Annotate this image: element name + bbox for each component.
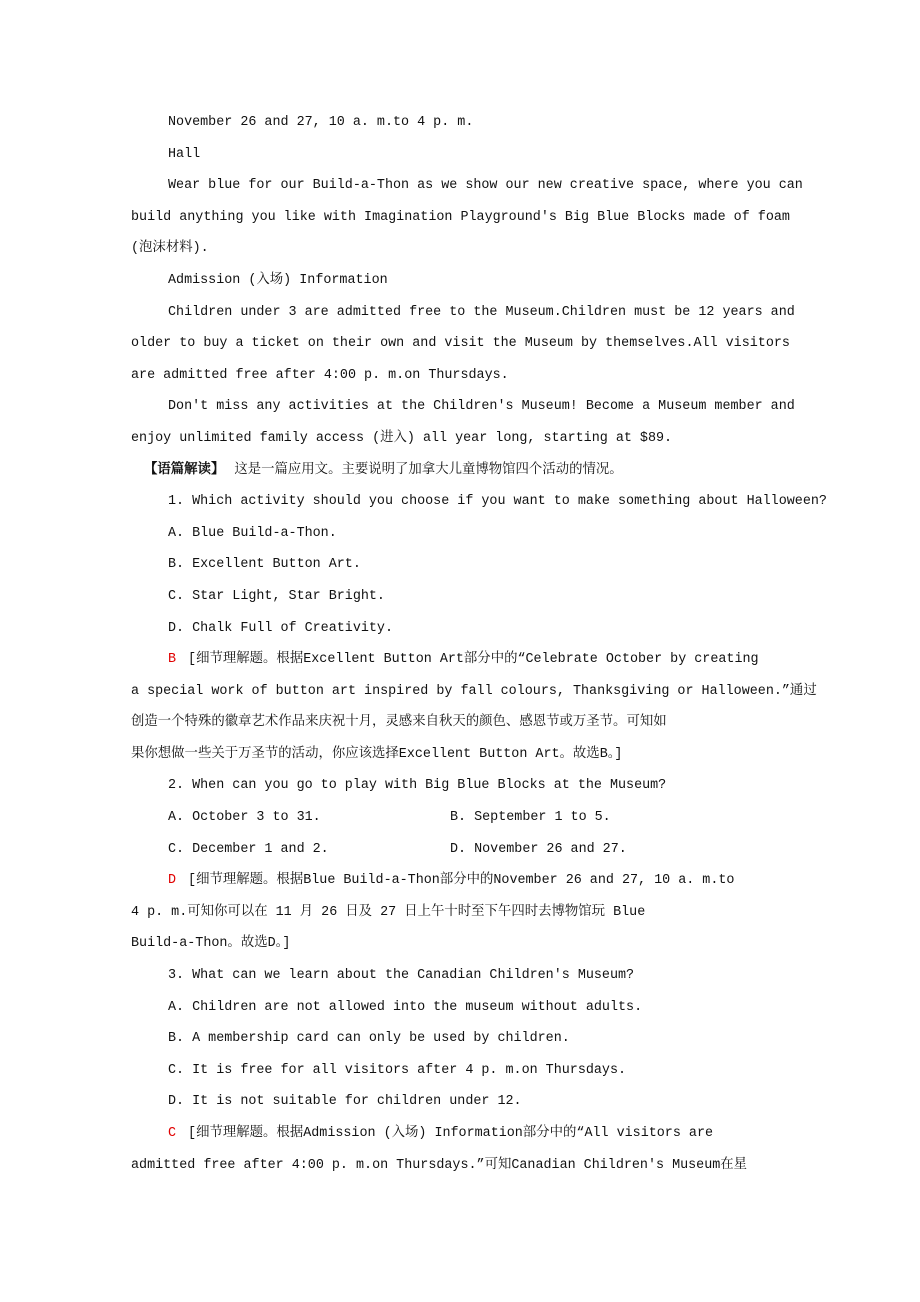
- line-text: Build-a-Thon。故选D。]: [131, 936, 291, 952]
- text-line: [0, 1055, 920, 1087]
- line-text: Admission (入场) Information: [168, 272, 388, 288]
- text-line: [0, 960, 920, 992]
- text-line: [0, 360, 920, 392]
- text-line: [0, 107, 920, 139]
- answer-letter: C: [168, 1126, 177, 1141]
- text-line: [0, 549, 920, 581]
- line-text: C. December 1 and 2.: [168, 841, 329, 857]
- line-text: B. A membership card can only be used by children.: [168, 1031, 570, 1047]
- answer-explanation-line: [0, 1118, 920, 1150]
- line-text: A. Blue Build-a-Thon.: [168, 525, 337, 541]
- line-text: A. Children are not allowed into the museum without adults.: [168, 999, 643, 1015]
- text-line: [0, 897, 920, 929]
- option-second-column: B. September 1 to 5.: [450, 810, 611, 826]
- text-line: [0, 834, 920, 866]
- text-line: [0, 1023, 920, 1055]
- text-line: [0, 676, 920, 708]
- text-line: [0, 928, 920, 960]
- text-line: [0, 170, 920, 202]
- section-tag: 【语篇解读】: [144, 462, 225, 478]
- line-text: Don't miss any activities at the Children's Museum! Become a Museum member and: [168, 399, 795, 415]
- text-line: [0, 992, 920, 1024]
- answer-explanation-line: [0, 644, 920, 676]
- text-line: [0, 1150, 920, 1182]
- line-text: B. Excellent Button Art.: [168, 557, 361, 573]
- line-text: enjoy unlimited family access (进入) all year long, starting at $89.: [131, 430, 673, 446]
- line-text: D. It is not suitable for children under 12.: [168, 1094, 522, 1110]
- line-text: C. It is free for all visitors after 4 p. m.on Thursdays.: [168, 1062, 627, 1078]
- document-body: [0, 107, 920, 1181]
- line-text: are admitted free after 4:00 p. m.on Thursdays.: [131, 367, 509, 383]
- answer-explanation-line: [0, 865, 920, 897]
- option-second-column: D. November 26 and 27.: [450, 841, 627, 857]
- text-line: [0, 423, 920, 455]
- text-line: [0, 455, 920, 487]
- line-text: 创造一个特殊的徽章艺术作品来庆祝十月，灵感来自秋天的颜色、感恩节或万圣节。可知如: [131, 715, 667, 731]
- text-line: [0, 391, 920, 423]
- text-line: [0, 1086, 920, 1118]
- text-line: [0, 613, 920, 645]
- line-text: [细节理解题。根据Excellent Button Art部分中的“Celebrate October by creating: [188, 652, 759, 668]
- text-line: [0, 139, 920, 171]
- line-text: 1. Which activity should you choose if you want to make something about Halloween?: [168, 494, 827, 510]
- line-text: [细节理解题。根据Blue Build-a-Thon部分中的November 26 and 27, 10 a. m.to: [188, 873, 735, 889]
- text-line: [0, 202, 920, 234]
- text-line: [0, 739, 920, 771]
- line-text: 2. When can you go to play with Big Blue Blocks at the Museum?: [168, 778, 667, 794]
- line-text: [细节理解题。根据Admission (入场) Information部分中的“All visitors are: [188, 1126, 714, 1141]
- line-text: (泡沫材料).: [131, 241, 209, 257]
- line-text: November 26 and 27, 10 a. m.to 4 p. m.: [168, 115, 474, 130]
- line-text: 3. What can we learn about the Canadian Children's Museum?: [168, 968, 635, 984]
- line-text: Hall: [168, 146, 201, 162]
- text-line: [0, 233, 920, 265]
- line-text: a special work of button art inspired by fall colours, Thanksgiving or Halloween.”通过: [131, 683, 817, 699]
- answer-letter: D: [168, 873, 177, 889]
- text-line: [0, 328, 920, 360]
- line-text: Children under 3 are admitted free to the Museum.Children must be 12 years and: [168, 304, 795, 320]
- text-line: [0, 707, 920, 739]
- text-line: [0, 802, 920, 834]
- line-text: 4 p. m.可知你可以在 11 月 26 日及 27 日上午十时至下午四时去博物馆玩 Blue: [131, 904, 646, 920]
- line-text: A. October 3 to 31.: [168, 810, 321, 826]
- text-line: [0, 297, 920, 329]
- text-line: [0, 486, 920, 518]
- line-text: build anything you like with Imagination Playground's Big Blue Blocks made of foam: [131, 209, 790, 225]
- line-text: Wear blue for our Build-a-Thon as we show our new creative space, where you can: [168, 178, 803, 194]
- line-text: C. Star Light, Star Bright.: [168, 588, 385, 604]
- text-line: [0, 518, 920, 550]
- text-line: [0, 265, 920, 297]
- line-text: admitted free after 4:00 p. m.on Thursdays.”可知Canadian Children's Museum在星: [131, 1157, 748, 1173]
- line-text: older to buy a ticket on their own and visit the Museum by themselves.All visitors: [131, 336, 790, 352]
- text-line: [0, 770, 920, 802]
- answer-letter: B: [168, 652, 177, 668]
- line-text: 这是一篇应用文。主要说明了加拿大儿童博物馆四个活动的情况。: [234, 462, 623, 478]
- line-text: D. Chalk Full of Creativity.: [168, 620, 393, 636]
- text-line: [0, 581, 920, 613]
- line-text: 果你想做一些关于万圣节的活动，你应该选择Excellent Button Art。故选B。]: [131, 746, 623, 762]
